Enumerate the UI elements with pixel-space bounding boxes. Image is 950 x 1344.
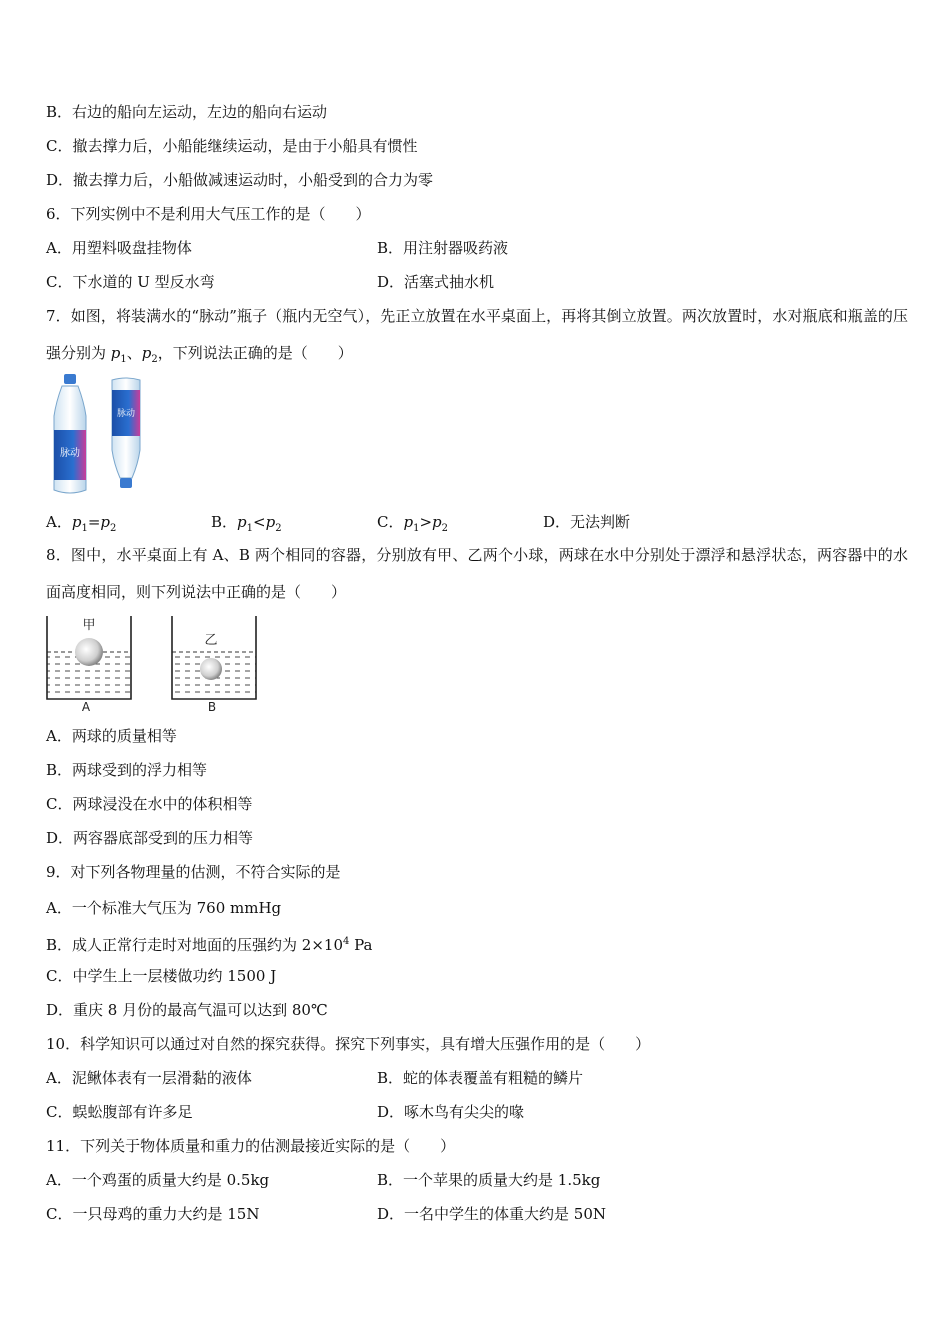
q6-option-c: C．下水道的 U 型反水弯 [46,273,215,291]
inverted-bottle [112,378,140,488]
upright-bottle [54,374,86,493]
q6-option-d: D．活塞式抽水机 [377,273,495,291]
q7-option-a: A．$p_1=p_2$ [46,513,117,534]
q5-option-b: B．右边的船向左运动，左边的船向右运动 [46,103,328,121]
q7-stem: 7．如图，将装满水的“脉动”瓶子（瓶内无空气），先正立放置在水平桌面上，再将其倒立放置。两次放置时，水对瓶底和瓶盖的压强分别为 $p_1$、$p_2$，下列说法正确的是（ ） [46,307,908,365]
q7-option-c: C．$p_1>p_2$ [377,513,449,534]
q11-option-b: B．一个苹果的质量大约是 1.5kg [377,1171,601,1189]
q10-option-c: C．蜈蚣腹部有许多足 [46,1103,193,1121]
container-a-label: A [81,700,91,714]
ball-jia-label: 甲 [82,618,96,633]
bottles-figure [46,372,158,496]
q10-option-a: A．泥鳅体表有一层滑黏的液体 [46,1069,252,1087]
bottle-label-text: 脉动 [60,448,80,459]
container-b-label: B [207,700,217,714]
q11-stem: 11．下列关于物体质量和重力的估测最接近实际的是（ ） [46,1137,456,1155]
q7-option-b: B．$p_1<p_2$ [211,513,282,534]
q7-option-d: D．无法判断 [543,513,631,531]
ball-jia [75,638,103,666]
bottle-label-text-inverted: 脉动 [116,409,136,419]
q9-option-a: A．一个标准大气压为 760 mmHg [46,899,282,917]
container-a [47,616,131,714]
q8-option-b: B．两球受到的浮力相等 [46,761,208,779]
q11-option-d: D．一名中学生的体重大约是 50N [377,1205,607,1223]
q9-option-b: B．成人正常行走时对地面的压强约为 $2\times 10^4$ Pa [46,936,373,954]
q10-stem: 10．科学知识可以通过对自然的探究获得。探究下列事实，具有增大压强作用的是（ ） [46,1035,651,1053]
container-b [172,616,256,714]
q8-stem: 8．图中，水平桌面上有 A、B 两个相同的容器，分别放有甲、乙两个小球，两球在水中分别处于漂浮和悬浮状态，两容器中的水面高度相同，则下列说法中正确的是（ ） [46,546,908,601]
ball-yi [200,658,222,680]
q9-option-d: D．重庆 8 月份的最高气温可以达到 80℃ [46,1001,328,1019]
containers-figure [44,612,258,714]
q8-option-d: D．两容器底部受到的压力相等 [46,829,254,847]
q11-option-c: C．一只母鸡的重力大约是 15N [46,1205,260,1223]
q5-option-d: D．撤去撑力后，小船做减速运动时，小船受到的合力为零 [46,171,434,189]
q10-option-d: D．啄木鸟有尖尖的喙 [377,1103,525,1121]
q6-option-a: A．用塑料吸盘挂物体 [46,239,192,257]
q9-option-c: C．中学生上一层楼做功约 1500 J [46,967,277,985]
q5-option-c: C．撤去撑力后，小船能继续运动，是由于小船具有惯性 [46,137,418,155]
q8-option-c: C．两球浸没在水中的体积相等 [46,795,253,813]
q8-option-a: A．两球的质量相等 [46,727,177,745]
q6-option-b: B．用注射器吸药液 [377,239,509,257]
q9-stem: 9．对下列各物理量的估测，不符合实际的是 [46,863,341,881]
q10-option-b: B．蛇的体表覆盖有粗糙的鳞片 [377,1069,584,1087]
ball-yi-label: 乙 [204,633,218,648]
q11-option-a: A．一个鸡蛋的质量大约是 0.5kg [46,1171,270,1189]
q6-stem: 6．下列实例中不是利用大气压工作的是（ ） [46,205,371,223]
